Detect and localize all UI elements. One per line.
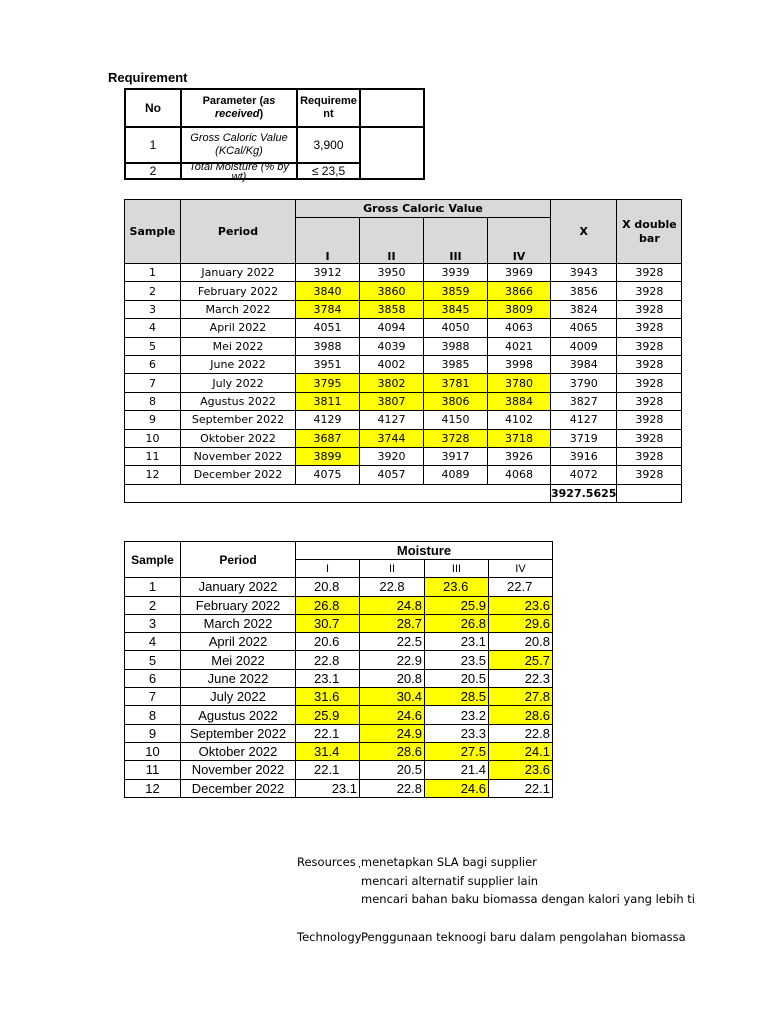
moisture-value-cell: 22.8 — [360, 578, 425, 596]
table-row — [125, 596, 553, 614]
req-header-empty — [360, 89, 424, 127]
gcv-value-cell: 3802 — [360, 374, 424, 392]
mean-cell: 3790 — [551, 374, 617, 392]
notes-resources-item-3: mencari bahan baku biomassa dengan kalori yang lebih ti — [361, 892, 695, 906]
period-cell: Mei 2022 — [181, 337, 296, 355]
gcv-value-cell: 3899 — [296, 447, 360, 465]
period-cell: April 2022 — [181, 319, 296, 337]
sample-cell: 8 — [125, 706, 181, 724]
moisture-value-cell: 30.4 — [360, 688, 425, 706]
period-cell: September 2022 — [181, 724, 296, 742]
notes-resources-item-1: ,menetapkan SLA bagi supplier — [358, 855, 537, 870]
moisture-value-cell: 22.7 — [489, 578, 553, 596]
sample-cell: 1 — [125, 264, 181, 282]
moisture-value-cell: 23.5 — [425, 651, 489, 669]
gcv-value-cell: 4050 — [424, 319, 488, 337]
mean-cell: 4072 — [551, 466, 617, 484]
gcv-value-cell: 3811 — [296, 392, 360, 410]
period-cell: July 2022 — [181, 374, 296, 392]
sample-cell: 5 — [125, 337, 181, 355]
moisture-value-cell: 27.5 — [425, 742, 489, 760]
table-row — [125, 411, 682, 429]
moisture-value-cell: 23.1 — [425, 633, 489, 651]
moisture-value-cell: 20.8 — [296, 578, 360, 596]
grand-mean-cell: 3928 — [617, 264, 682, 282]
period-cell: Mei 2022 — [181, 651, 296, 669]
period-cell: Oktober 2022 — [181, 742, 296, 760]
gcv-value-cell: 3687 — [296, 429, 360, 447]
grand-mean-cell: 3928 — [617, 374, 682, 392]
moi-header-col-iii: III — [425, 560, 489, 578]
moisture-value-cell: 22.1 — [296, 724, 360, 742]
sample-cell: 10 — [125, 742, 181, 760]
period-cell: January 2022 — [181, 264, 296, 282]
sample-cell: 12 — [125, 779, 181, 797]
moisture-value-cell: 20.5 — [360, 761, 425, 779]
period-cell: November 2022 — [181, 761, 296, 779]
gcv-value-cell: 3950 — [360, 264, 424, 282]
moisture-value-cell: 23.6 — [489, 761, 553, 779]
table-row — [125, 264, 682, 282]
sample-cell: 3 — [125, 300, 181, 318]
mean-cell: 3984 — [551, 355, 617, 373]
gcv-value-cell: 4094 — [360, 319, 424, 337]
req-header-no: No — [125, 89, 181, 127]
gcv-table — [124, 199, 682, 503]
table-row — [125, 742, 553, 760]
gcv-value-cell: 3840 — [296, 282, 360, 300]
moisture-value-cell: 23.1 — [296, 669, 360, 687]
gcv-value-cell: 3718 — [488, 429, 551, 447]
table-row — [125, 669, 553, 687]
requirement-title: Requirement — [108, 70, 188, 85]
gcv-value-cell: 4051 — [296, 319, 360, 337]
sample-cell: 1 — [125, 578, 181, 596]
grand-mean-cell: 3928 — [617, 300, 682, 318]
moisture-value-cell: 31.6 — [296, 688, 360, 706]
moisture-value-cell: 25.9 — [296, 706, 360, 724]
table-row — [125, 688, 553, 706]
gcv-value-cell: 3845 — [424, 300, 488, 318]
moisture-value-cell: 23.2 — [425, 706, 489, 724]
moisture-value-cell: 24.6 — [360, 706, 425, 724]
moisture-value-cell: 22.1 — [296, 761, 360, 779]
period-cell: Oktober 2022 — [181, 429, 296, 447]
moi-header-col-i: I — [296, 560, 360, 578]
moisture-value-cell: 24.9 — [360, 724, 425, 742]
moisture-value-cell: 20.8 — [489, 633, 553, 651]
moisture-value-cell: 20.8 — [360, 669, 425, 687]
gcv-value-cell: 4102 — [488, 411, 551, 429]
table-row — [125, 355, 682, 373]
sample-cell: 4 — [125, 633, 181, 651]
grand-mean-cell: 3928 — [617, 282, 682, 300]
gcv-value-cell: 3744 — [360, 429, 424, 447]
period-cell: April 2022 — [181, 633, 296, 651]
req-row-parameter: Gross Caloric Value (KCal/Kg) — [181, 127, 297, 163]
gcv-value-cell: 3988 — [424, 337, 488, 355]
req-row-no: 2 — [125, 163, 181, 179]
sample-cell: 7 — [125, 688, 181, 706]
mean-cell: 3824 — [551, 300, 617, 318]
moi-header-period: Period — [181, 542, 296, 578]
sample-cell: 11 — [125, 761, 181, 779]
moisture-value-cell: 20.6 — [296, 633, 360, 651]
notes-resources-label: Resources — [297, 855, 356, 869]
req-header-parameter: Parameter (as received) — [181, 89, 297, 127]
gcv-total-value: 3927.5625 — [551, 484, 617, 502]
gcv-header-col-iii: III — [424, 218, 488, 264]
gcv-total-empty — [617, 484, 682, 502]
moi-header-col-iv: IV — [489, 560, 553, 578]
req-row-parameter: Total Moisture (% by wt) — [181, 163, 297, 179]
sample-cell: 11 — [125, 447, 181, 465]
gcv-header-col-ii: II — [360, 218, 424, 264]
requirement-table — [124, 88, 425, 183]
period-cell: Agustus 2022 — [181, 392, 296, 410]
gcv-value-cell: 3809 — [488, 300, 551, 318]
moisture-value-cell: 24.1 — [489, 742, 553, 760]
period-cell: February 2022 — [181, 282, 296, 300]
gcv-header-sample: Sample — [125, 200, 181, 264]
gcv-value-cell: 4057 — [360, 466, 424, 484]
moisture-value-cell: 29.6 — [489, 614, 553, 632]
moisture-value-cell: 31.4 — [296, 742, 360, 760]
moisture-value-cell: 26.8 — [425, 614, 489, 632]
gcv-value-cell: 3926 — [488, 447, 551, 465]
period-cell: December 2022 — [181, 779, 296, 797]
gcv-value-cell: 4150 — [424, 411, 488, 429]
sample-cell: 9 — [125, 411, 181, 429]
sample-cell: 2 — [125, 282, 181, 300]
table-row — [125, 337, 682, 355]
gcv-header-col-i: I — [296, 218, 360, 264]
gcv-value-cell: 3951 — [296, 355, 360, 373]
gcv-value-cell: 3866 — [488, 282, 551, 300]
table-row — [125, 724, 553, 742]
gcv-value-cell: 4021 — [488, 337, 551, 355]
moi-header-group: Moisture — [296, 542, 553, 560]
grand-mean-cell: 3928 — [617, 466, 682, 484]
sample-cell: 6 — [125, 669, 181, 687]
moisture-value-cell: 23.6 — [425, 578, 489, 596]
moisture-value-cell: 22.3 — [489, 669, 553, 687]
req-header-requirement: Requireme nt — [297, 89, 360, 127]
period-cell: March 2022 — [181, 300, 296, 318]
period-cell: March 2022 — [181, 614, 296, 632]
mean-cell: 3916 — [551, 447, 617, 465]
mean-cell: 4009 — [551, 337, 617, 355]
moisture-value-cell: 28.5 — [425, 688, 489, 706]
table-row — [125, 633, 553, 651]
gcv-value-cell: 4127 — [360, 411, 424, 429]
table-row — [125, 282, 682, 300]
grand-mean-cell: 3928 — [617, 392, 682, 410]
moisture-value-cell: 28.6 — [489, 706, 553, 724]
gcv-value-cell: 3780 — [488, 374, 551, 392]
moisture-value-cell: 21.4 — [425, 761, 489, 779]
gcv-value-cell: 3912 — [296, 264, 360, 282]
gcv-value-cell: 3884 — [488, 392, 551, 410]
notes-resources-item-2: mencari alternatif supplier lain — [361, 874, 539, 888]
gcv-value-cell: 3859 — [424, 282, 488, 300]
sample-cell: 9 — [125, 724, 181, 742]
notes-technology-label: Technology — [297, 930, 362, 944]
gcv-value-cell: 3920 — [360, 447, 424, 465]
gcv-value-cell: 3784 — [296, 300, 360, 318]
mean-cell: 3719 — [551, 429, 617, 447]
period-cell: Agustus 2022 — [181, 706, 296, 724]
period-cell: December 2022 — [181, 466, 296, 484]
table-row — [125, 578, 553, 596]
gcv-value-cell: 4089 — [424, 466, 488, 484]
gcv-total-spacer — [125, 484, 551, 502]
gcv-value-cell: 4075 — [296, 466, 360, 484]
moisture-value-cell: 22.5 — [360, 633, 425, 651]
gcv-value-cell: 3858 — [360, 300, 424, 318]
moisture-value-cell: 25.9 — [425, 596, 489, 614]
gcv-value-cell: 4068 — [488, 466, 551, 484]
table-row — [125, 374, 682, 392]
sample-cell: 8 — [125, 392, 181, 410]
period-cell: June 2022 — [181, 669, 296, 687]
table-row — [125, 300, 682, 318]
mean-cell: 3943 — [551, 264, 617, 282]
table-row — [125, 319, 682, 337]
table-row — [125, 466, 682, 484]
sample-cell: 12 — [125, 466, 181, 484]
sample-cell: 5 — [125, 651, 181, 669]
sample-cell: 3 — [125, 614, 181, 632]
mean-cell: 3827 — [551, 392, 617, 410]
gcv-value-cell: 3988 — [296, 337, 360, 355]
gcv-value-cell: 3969 — [488, 264, 551, 282]
moi-header-col-ii: II — [360, 560, 425, 578]
table-row — [125, 614, 553, 632]
table-row — [125, 392, 682, 410]
sample-cell: 10 — [125, 429, 181, 447]
gcv-header-x: X — [551, 200, 617, 264]
table-row — [125, 651, 553, 669]
notes-resources-item-1-text: menetapkan SLA bagi supplier — [360, 855, 537, 869]
moisture-value-cell: 20.5 — [425, 669, 489, 687]
gcv-header-col-iv: IV — [488, 218, 551, 264]
moisture-value-cell: 28.6 — [360, 742, 425, 760]
moisture-value-cell: 27.8 — [489, 688, 553, 706]
moisture-value-cell: 28.7 — [360, 614, 425, 632]
moisture-value-cell: 22.8 — [489, 724, 553, 742]
mean-cell: 4065 — [551, 319, 617, 337]
gcv-header-period: Period — [181, 200, 296, 264]
moisture-value-cell: 22.8 — [296, 651, 360, 669]
gcv-value-cell: 3939 — [424, 264, 488, 282]
gcv-value-cell: 3985 — [424, 355, 488, 373]
grand-mean-cell: 3928 — [617, 411, 682, 429]
moisture-value-cell: 23.1 — [296, 779, 360, 797]
grand-mean-cell: 3928 — [617, 319, 682, 337]
grand-mean-cell: 3928 — [617, 429, 682, 447]
period-cell: November 2022 — [181, 447, 296, 465]
gcv-value-cell: 4002 — [360, 355, 424, 373]
notes-technology-item: Penggunaan teknoogi baru dalam pengolahan biomassa — [361, 930, 686, 944]
sample-cell: 4 — [125, 319, 181, 337]
period-cell: July 2022 — [181, 688, 296, 706]
gcv-value-cell: 3728 — [424, 429, 488, 447]
moisture-value-cell: 30.7 — [296, 614, 360, 632]
period-cell: September 2022 — [181, 411, 296, 429]
moisture-value-cell: 22.8 — [360, 779, 425, 797]
gcv-value-cell: 3998 — [488, 355, 551, 373]
mean-cell: 3856 — [551, 282, 617, 300]
gcv-value-cell: 4039 — [360, 337, 424, 355]
moisture-value-cell: 23.6 — [489, 596, 553, 614]
table-row — [125, 779, 553, 797]
req-row-value: ≤ 23,5 — [297, 163, 360, 179]
moisture-value-cell: 26.8 — [296, 596, 360, 614]
mean-cell: 4127 — [551, 411, 617, 429]
req-row-no: 1 — [125, 127, 181, 163]
sample-cell: 6 — [125, 355, 181, 373]
moi-header-sample: Sample — [125, 542, 181, 578]
moisture-value-cell: 25.7 — [489, 651, 553, 669]
gcv-value-cell: 3807 — [360, 392, 424, 410]
gcv-header-xbar: X double bar — [617, 200, 682, 264]
gcv-value-cell: 3806 — [424, 392, 488, 410]
gcv-value-cell: 3917 — [424, 447, 488, 465]
moisture-value-cell: 23.3 — [425, 724, 489, 742]
req-row-value: 3,900 — [297, 127, 360, 163]
gcv-value-cell: 3860 — [360, 282, 424, 300]
moisture-value-cell: 24.8 — [360, 596, 425, 614]
table-row — [125, 706, 553, 724]
grand-mean-cell: 3928 — [617, 355, 682, 373]
moisture-value-cell: 24.6 — [425, 779, 489, 797]
table-row — [125, 447, 682, 465]
gcv-value-cell: 4129 — [296, 411, 360, 429]
moisture-value-cell: 22.1 — [489, 779, 553, 797]
gcv-value-cell: 4063 — [488, 319, 551, 337]
sample-cell: 7 — [125, 374, 181, 392]
gcv-value-cell: 3781 — [424, 374, 488, 392]
gcv-value-cell: 3795 — [296, 374, 360, 392]
table-row — [125, 761, 553, 779]
period-cell: February 2022 — [181, 596, 296, 614]
table-row — [125, 429, 682, 447]
period-cell: June 2022 — [181, 355, 296, 373]
grand-mean-cell: 3928 — [617, 447, 682, 465]
grand-mean-cell: 3928 — [617, 337, 682, 355]
moisture-value-cell: 22.9 — [360, 651, 425, 669]
moisture-table — [124, 541, 553, 798]
period-cell: January 2022 — [181, 578, 296, 596]
sample-cell: 2 — [125, 596, 181, 614]
gcv-header-group: Gross Caloric Value — [296, 200, 551, 218]
